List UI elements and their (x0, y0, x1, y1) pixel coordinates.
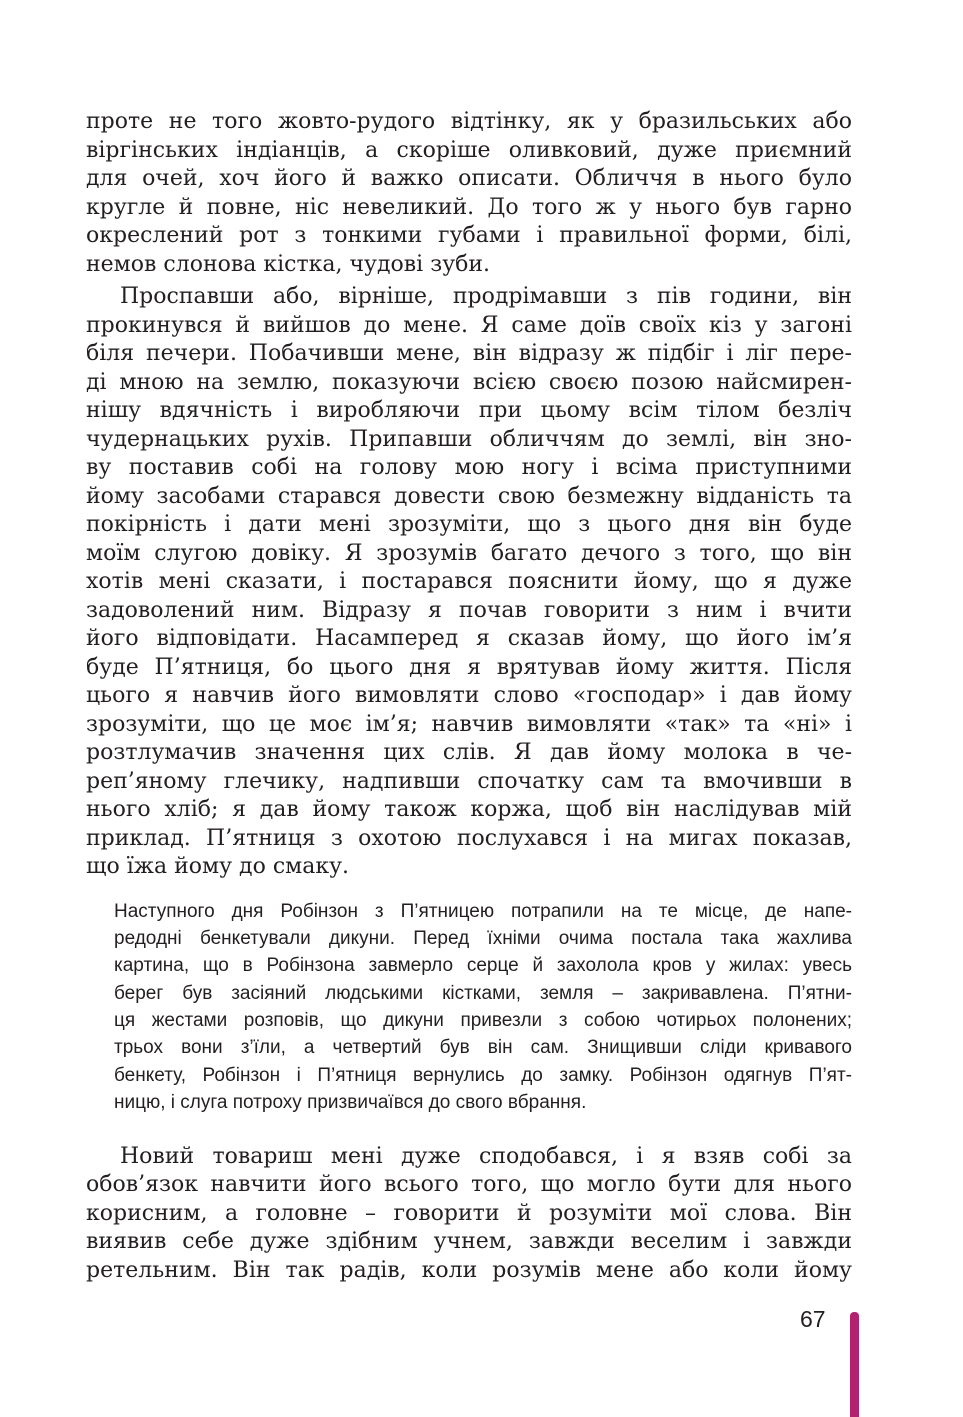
summary-line: берег був засіяний людськими кістками, земля – закривавлена. П’ятни- (114, 982, 852, 1004)
page-number: 67 (800, 1306, 826, 1332)
text-line: розтлумачив значення цих слів. Я дав йому молока в че- (86, 740, 852, 765)
text-line: йому засобами старався довести свою безмежну відданість та (86, 483, 852, 509)
page-accent-bar (850, 1312, 859, 1417)
text-line: немов слонова кістка, чудові зуби. (86, 251, 491, 277)
text-line: ретельним. Він так радів, коли розумів мене або коли йому (86, 1257, 852, 1283)
summary-line: редодні бенкетували дикуни. Перед їхніми очима постала така жахлива (114, 927, 852, 949)
summary-line: ця жестами розповів, що дикуни привезли з собою чотирьох полонених; (114, 1010, 852, 1032)
text-line: його відповідати. Насамперед я сказав йому, що його ім’я (86, 626, 852, 651)
text-line: прокинувся й вийшов до мене. Я саме доїв своїх кіз у загоні (86, 312, 852, 338)
text-line: реп’яному глечику, надпивши спочатку сам та вмочивши в (86, 768, 852, 794)
text-line: нішу вдячність і виробляючи при цьому всім тілом безліч (86, 398, 852, 423)
paragraph-1 (86, 108, 852, 279)
summary-line: Наступного дня Робінзон з П’ятницею потрапили на те місце, де напе- (114, 900, 852, 922)
text-line: нього хліб; я дав йому також коржа, щоб він наслідував мій (86, 797, 852, 822)
text-line: виявив себе дуже здібним учнем, завжди веселим і завжди (86, 1229, 852, 1255)
text-line: приклад. П’ятниця з охотою послухався і на мигах показав, (86, 825, 852, 851)
text-line: ву поставив собі на голову мою ногу і всіма приступними (86, 455, 852, 480)
text-line: віргінських індіанців, а скоріше оливковий, дуже приємний (86, 137, 852, 163)
text-line: проте не того жовто-рудого відтінку, як у бразильських або (86, 109, 852, 134)
text-line: моїм слугою довіку. Я зрозумів багато дечого з того, що він (86, 540, 852, 566)
text-line: що їжа йому до смаку. (86, 854, 350, 879)
text-line: задоволений ним. Відразу я почав говорити з ним і вчити (86, 597, 852, 623)
summary-line: картина, що в Робінзона завмерло серце й захолола кров у жилах: увесь (114, 955, 852, 977)
text-line: чудернацьких рухів. Припавши обличчям до землі, він зно- (86, 426, 852, 452)
text-line: цього я навчив його вимовляти слово «господар» і дав йому (86, 683, 852, 708)
text-line: окреслений рот з тонкими губами і правильної форми, білі, (86, 223, 852, 248)
text-line: Проспавши або, вірніше, продрімавши з пів години, він (120, 284, 852, 309)
text-line: ді мною на землю, показуючи всією своєю позою найсмирен- (86, 369, 852, 395)
text-line: буде П’ятниця, бо цього дня я врятував йому життя. Після (86, 654, 852, 680)
text-line: Новий товариш мені дуже сподобався, і я взяв собі за (120, 1143, 852, 1169)
text-line: обов’язок навчити його всього того, що могло бути для нього (86, 1172, 852, 1198)
text-line: хотів мені сказати, і постарався пояснити йому, що я дуже (86, 569, 852, 594)
paragraph-2 (86, 283, 852, 882)
text-line: покірність і дати мені зрозуміти, що з цього дня він буде (86, 512, 852, 537)
text-line: зрозуміти, що це моє ім’я; навчив вимовляти «так» та «ні» і (86, 711, 852, 737)
text-line: для очей, хоч його й важко описати. Обличчя в нього було (86, 166, 852, 191)
text-line: біля печери. Побачивши мене, він відразу ж підбіг і ліг пере- (86, 341, 852, 366)
page-content (86, 108, 852, 1285)
summary-line: бенкету, Робінзон і П’ятниця вернулись до замку. Робінзон одягнув П’ят- (114, 1064, 852, 1086)
text-line: корисним, а головне – говорити й розуміти мої слова. Він (86, 1200, 852, 1226)
summary-line: ницю, і слуга потроху призвичаївся до свого вбрання. (114, 1092, 587, 1114)
paragraph-3 (86, 1143, 852, 1286)
summary-line: трьох вони з’їли, а четвертий був він сам. Знищивши сліди кривавого (114, 1037, 852, 1059)
summary-block (86, 898, 852, 1117)
text-line: кругле й повне, ніс невеликий. До того ж у нього був гарно (86, 194, 852, 220)
